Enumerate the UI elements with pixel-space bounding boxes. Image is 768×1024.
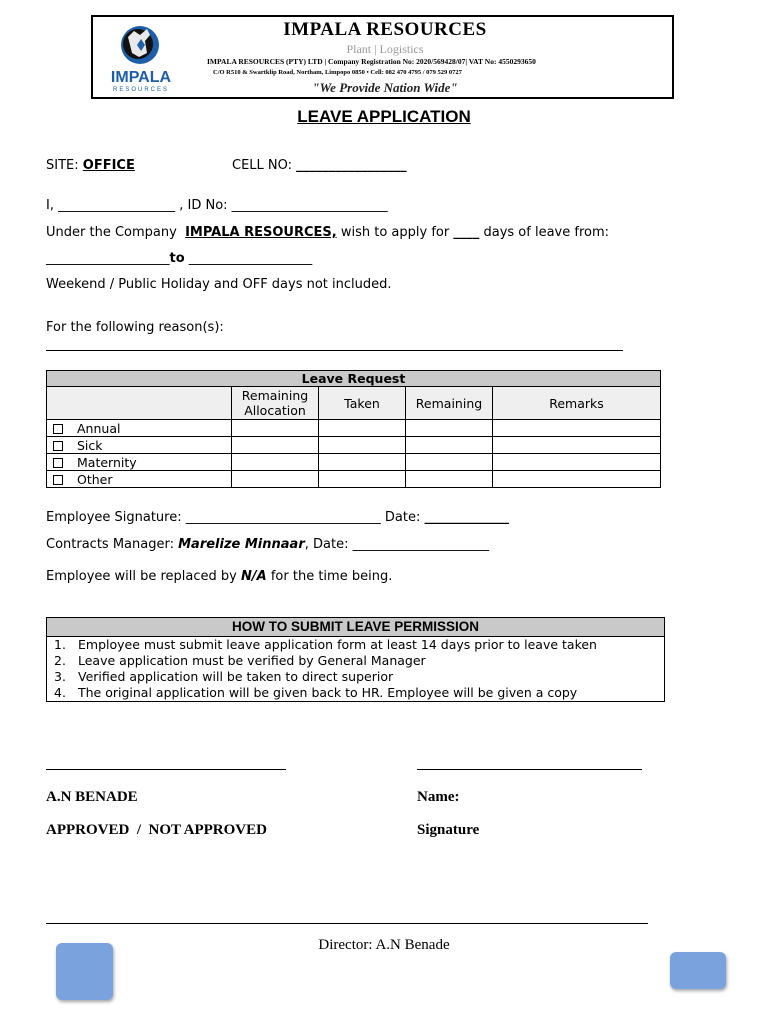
right-floating-button[interactable] (670, 952, 726, 989)
manager-label: Contracts Manager: (46, 537, 174, 552)
leave-type-label: Other (77, 471, 113, 487)
director-signature-line (46, 923, 648, 924)
director-label: Director: A.N Benade (318, 937, 450, 953)
site-value: OFFICE (82, 158, 135, 173)
company-line (46, 225, 609, 240)
from-date-blank: ___________________ (46, 251, 170, 266)
col-head-type (47, 387, 232, 420)
company-address: C/O R510 & Swartklip Road, Northam, Limpopo 0850 • Cell: 082 470 4795 / 079 529 0727 (213, 69, 462, 76)
how-to-submit-title: HOW TO SUBMIT LEAVE PERMISSION (47, 618, 664, 637)
employee-signature-blank: ______________________________ (185, 510, 381, 525)
howto-item (47, 669, 664, 685)
cell-taken[interactable] (319, 420, 406, 437)
company-logo (101, 23, 181, 93)
cell-field (232, 158, 407, 173)
replacement-line (46, 569, 392, 584)
company-line-a: Under the Company (46, 225, 177, 240)
approval-status: APPROVED / NOT APPROVED (46, 822, 267, 838)
leave-request-table (46, 370, 661, 488)
name-signature-line (417, 769, 642, 770)
howto-item-num: 3. (54, 669, 66, 684)
replaced-text-b: for the time being. (270, 569, 393, 584)
cell-remaining-allocation[interactable] (232, 471, 319, 488)
to-label: to (169, 251, 185, 266)
leave-type-cell (47, 420, 232, 437)
annual-checkbox[interactable] (53, 424, 63, 434)
cell-remarks[interactable] (493, 437, 661, 454)
weekend-note: Weekend / Public Holiday and OFF days not included. (46, 277, 392, 292)
manager-name: Marelize Minnaar (178, 537, 305, 552)
leave-type-label: Maternity (77, 454, 137, 470)
approver-name: A.N BENADE (46, 789, 138, 805)
company-line-b: wish to apply for (340, 225, 450, 240)
contracts-manager-line (46, 537, 489, 552)
leave-type-cell (47, 437, 232, 454)
leave-type-label: Annual (77, 420, 121, 436)
howto-item-num: 2. (54, 653, 66, 668)
cell-remaining[interactable] (406, 454, 493, 471)
cell-remaining[interactable] (406, 471, 493, 488)
howto-item-text: Leave application must be verified by General Manager (78, 653, 426, 668)
cell-remarks[interactable] (493, 454, 661, 471)
howto-item-text: The original application will be given back to HR. Employee will be given a copy (78, 685, 578, 700)
sick-checkbox[interactable] (53, 441, 63, 451)
cell-remarks[interactable] (493, 420, 661, 437)
howto-item (47, 685, 664, 701)
howto-item-text: Verified application will be taken to direct superior (78, 669, 394, 684)
leave-table-header-row (47, 387, 661, 420)
other-checkbox[interactable] (53, 475, 63, 485)
signature-label: Signature (417, 822, 480, 838)
page-title-text: LEAVE APPLICATION (297, 107, 471, 126)
howto-item (47, 637, 664, 653)
left-floating-button[interactable] (56, 943, 113, 1000)
company-line-c: days of leave from: (483, 225, 609, 240)
impala-head-icon (101, 23, 181, 71)
company-name: IMPALA RESOURCES (283, 19, 487, 40)
col-head-remaining: Remaining (406, 387, 493, 420)
logo-subtitle: RESOURCES (112, 87, 169, 93)
company-line-company: IMPALA RESOURCES, (185, 225, 337, 240)
cell-remarks[interactable] (493, 471, 661, 488)
cell-blank: _________________ (296, 158, 407, 173)
cell-remaining-allocation[interactable] (232, 420, 319, 437)
company-registration: IMPALA RESOURCES (PTY) LTD | Company Registration No: 2020/569428/07| VAT No: 4550293650 (207, 57, 536, 66)
to-date-blank: ___________________ (188, 251, 313, 266)
cell-remaining[interactable] (406, 437, 493, 454)
employee-signature-line (46, 510, 509, 525)
logo-wordmark: IMPALA (110, 69, 172, 86)
name-id-line: I, __________________ , ID No: ________________________ (46, 198, 388, 213)
leave-row-maternity (47, 454, 661, 471)
approver-signature-line (46, 769, 286, 770)
letterhead (91, 15, 674, 99)
cell-remaining[interactable] (406, 420, 493, 437)
leave-table-title: Leave Request (47, 371, 661, 387)
company-tagline: Plant | Logistics (346, 42, 424, 56)
col-head-taken: Taken (319, 387, 406, 420)
replaced-name: N/A (241, 569, 267, 584)
maternity-checkbox[interactable] (53, 458, 63, 468)
replaced-text-a: Employee will be replaced by (46, 569, 237, 584)
col-head-remarks: Remarks (493, 387, 661, 420)
leave-type-cell (47, 471, 232, 488)
reason-label: For the following reason(s): (46, 320, 224, 335)
cell-taken[interactable] (319, 437, 406, 454)
date-range-line (46, 251, 312, 266)
cell-remaining-allocation[interactable] (232, 437, 319, 454)
days-blank: ____ (453, 225, 480, 240)
leave-row-annual (47, 420, 661, 437)
employee-signature-label: Employee Signature: (46, 510, 182, 525)
date-blank: _____________ (424, 510, 509, 525)
leave-row-other (47, 471, 661, 488)
leave-type-cell (47, 454, 232, 471)
howto-item (47, 653, 664, 669)
cell-taken[interactable] (319, 471, 406, 488)
howto-item-num: 1. (54, 637, 66, 652)
date-label: Date: (384, 510, 421, 525)
howto-item-num: 4. (54, 685, 66, 700)
leave-row-sick (47, 437, 661, 454)
howto-item-text: Employee must submit leave application form at least 14 days prior to leave taken (78, 637, 597, 652)
site-field (46, 158, 135, 173)
manager-date: , Date: _____________________ (304, 537, 490, 552)
company-motto: "We Provide Nation Wide" (312, 80, 458, 95)
how-to-submit-box (46, 617, 665, 702)
site-label: SITE: (46, 158, 79, 173)
cell-taken[interactable] (319, 454, 406, 471)
col-head-remaining-allocation: Remaining Allocation (232, 387, 319, 420)
cell-label: CELL NO: (232, 158, 293, 173)
leave-type-label: Sick (77, 437, 103, 453)
cell-remaining-allocation[interactable] (232, 454, 319, 471)
name-label: Name: (417, 789, 460, 805)
reason-line (46, 350, 623, 351)
page-title (0, 107, 768, 127)
